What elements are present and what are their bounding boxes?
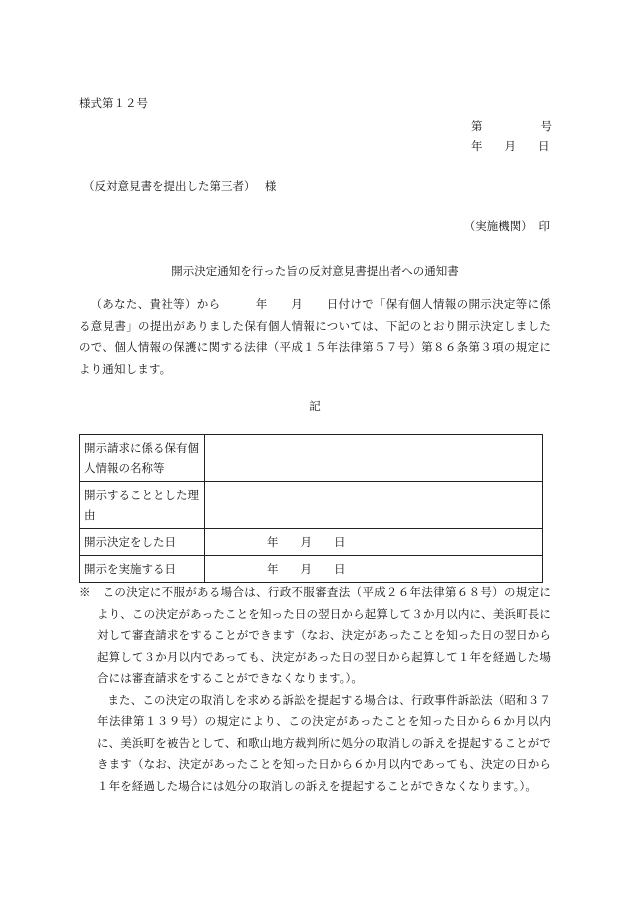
implementation-date-year: 年: [267, 562, 279, 576]
table-value-implementation-date: [205, 556, 543, 583]
table-label-info-name: 開示請求に係る保有個人情報の名称等: [80, 435, 205, 482]
notes-section: [79, 582, 551, 797]
decision-date-day: 日: [334, 535, 346, 549]
table-row: [80, 556, 543, 583]
document-number-line: [471, 118, 552, 134]
addressee: （反対意見書を提出した第三者） 様: [83, 179, 277, 193]
table-value-decision-date: [205, 529, 543, 556]
table-label-decision-date: 開示決定をした日: [80, 529, 205, 556]
implementation-date-day: 日: [334, 562, 346, 576]
note-mark: ※: [79, 585, 91, 599]
form-number: 様式第１２号: [79, 96, 148, 110]
implementation-date-month: 月: [300, 562, 312, 576]
date-year-label: 年: [471, 139, 483, 153]
date-day-label: 日: [538, 139, 550, 153]
decision-date-month: 月: [300, 535, 312, 549]
note-appeal-review: [79, 582, 551, 690]
table-value-info-name: [205, 435, 543, 482]
date-month-label: 月: [504, 139, 516, 153]
ki-heading: 記: [309, 399, 321, 413]
issuer-seal-line: （実施機関） 印: [463, 219, 550, 233]
note-appeal-review-text: この決定に不服がある場合は、行政不服審査法（平成２６年法律第６８号）の規定により、この決定があったことを知った日の翌日から起算して３か月以内に、美浜町長に対して審査請求をすることができます（なお、決定があったことを知った日の翌日から起算して３か月以内であっても、決定があった日の翌日から起算して１年を経過した場合には審査請求をすることができなくなります。）。: [97, 585, 551, 685]
document-number-suffix: 号: [540, 119, 552, 133]
notice-body: （あなた、貴社等）から 年 月 日付けで「保有個人情報の開示決定等に係る意見書」の提出がありました保有個人情報については、下記のとおり開示決定しましたので、個人情報の保護に関する法律（平成１５年法律第５７号）第８６条第３項の規定により通知します。: [79, 297, 551, 376]
table-row: [80, 529, 543, 556]
decision-date-year: 年: [267, 535, 279, 549]
table-label-reason: 開示することとした理由: [80, 482, 205, 529]
issue-date-line: [471, 138, 550, 154]
table-label-implementation-date: 開示を実施する日: [80, 556, 205, 583]
table-row: [80, 482, 543, 529]
decision-info-table: [79, 434, 543, 583]
document-number-prefix: 第: [471, 119, 483, 133]
note-lawsuit: また、この決定の取消しを求める訴訟を提起する場合は、行政事件訴訟法（昭和３７年法律第１３９号）の規定により、この決定があったことを知った日から６か月以内に、美浜町を被告として、和歌山地方裁判所に処分の取消しの訴えを提起することができます（なお、決定があったことを知った日から６か月以内であっても、決定の日から１年を経過した場合には処分の取消しの訴えを提起することができなくなります。）。: [97, 692, 551, 793]
table-value-reason: [205, 482, 543, 529]
table-row: [80, 435, 543, 482]
document-title: 開示決定通知を行った旨の反対意見書提出者への通知書: [171, 264, 459, 278]
